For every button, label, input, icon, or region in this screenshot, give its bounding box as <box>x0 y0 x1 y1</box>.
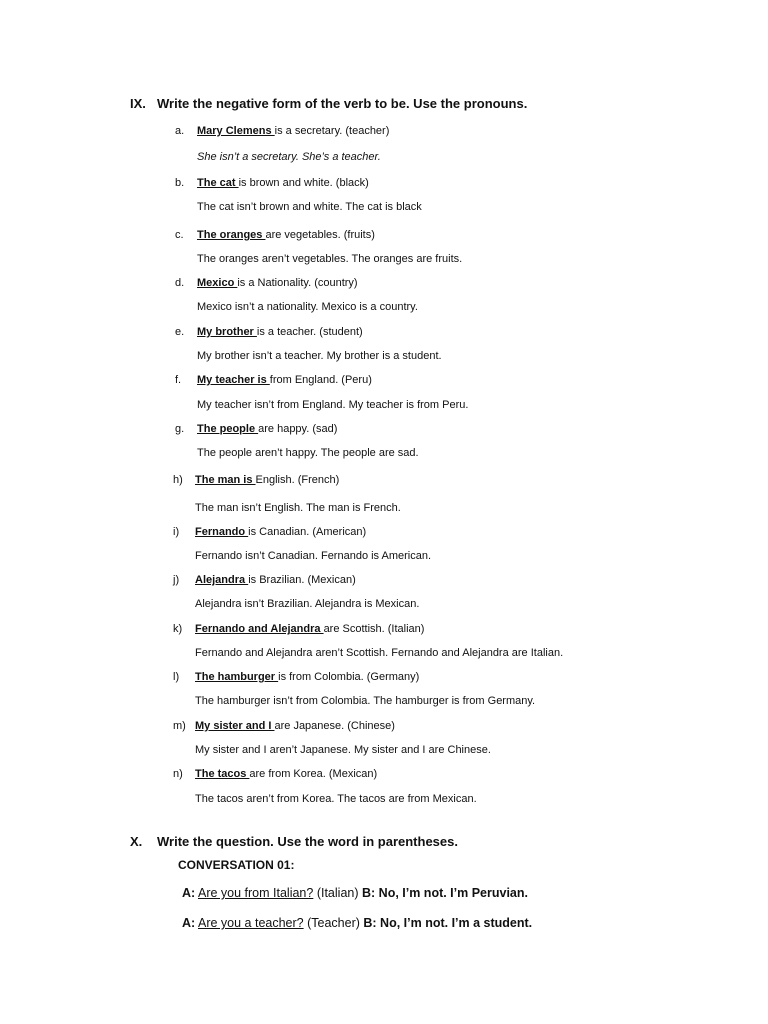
item-answer: The oranges aren’t vegetables. The oranges are fruits. <box>197 253 463 265</box>
item-subject: My sister and I <box>195 720 275 732</box>
item-marker: e. <box>175 326 185 338</box>
item-answer: She isn’t a secretary. She’s a teacher. <box>197 151 381 163</box>
item-subject: Alejandra <box>195 574 249 586</box>
item-answer: The man isn’t English. The man is French. <box>195 502 401 514</box>
item-marker: f. <box>175 374 182 386</box>
item-answer: Alejandra isn’t Brazilian. Alejandra is Mexican. <box>195 598 420 610</box>
item-answer: The cat isn’t brown and white. The cat is black <box>197 201 422 213</box>
list-item <box>173 768 377 780</box>
conversation-line <box>182 886 528 900</box>
list-item <box>175 326 363 338</box>
item-marker: h) <box>173 474 183 486</box>
item-subject: Fernando and Alejandra <box>195 623 324 635</box>
item-text: is from Colombia. (Germany) <box>278 671 420 683</box>
item-text: English. (French) <box>255 474 340 486</box>
item-marker: n) <box>173 768 183 780</box>
item-subject: The cat <box>197 177 239 189</box>
item-text: is a Nationality. (country) <box>237 277 358 289</box>
item-text: are Scottish. (Italian) <box>323 623 425 635</box>
item-marker: b. <box>175 177 185 189</box>
item-answer: Fernando and Alejandra aren’t Scottish. Fernando and Alejandra are Italian. <box>195 647 564 659</box>
speaker-a-label: A: <box>182 916 196 930</box>
question-hint: (Teacher) <box>307 916 360 930</box>
list-item <box>175 177 369 189</box>
item-subject: My teacher is <box>197 374 270 386</box>
item-answer: The people aren’t happy. The people are sad. <box>197 447 419 459</box>
item-text: is brown and white. (black) <box>238 177 369 189</box>
item-answer: The tacos aren’t from Korea. The tacos are from Mexican. <box>195 793 477 805</box>
section-ix-number: IX. <box>130 96 146 111</box>
list-item <box>173 720 395 732</box>
item-subject: My brother <box>197 326 257 338</box>
speaker-b-reply: B: No, I’m not. I’m a student. <box>363 916 533 930</box>
item-text: are vegetables. (fruits) <box>265 229 375 241</box>
list-item <box>175 423 337 435</box>
item-text: is a secretary. (teacher) <box>274 125 390 137</box>
item-text: is Canadian. (American) <box>248 526 367 538</box>
list-item <box>175 125 389 137</box>
item-answer: Fernando isn’t Canadian. Fernando is American. <box>195 550 432 562</box>
item-text: are happy. (sad) <box>258 423 338 435</box>
list-item <box>173 671 419 683</box>
list-item <box>173 574 356 586</box>
item-answer: My brother isn’t a teacher. My brother is a student. <box>197 350 442 362</box>
item-text: from England. (Peru) <box>269 374 372 386</box>
item-marker: k) <box>173 623 183 635</box>
speaker-b-reply: B: No, I’m not. I’m Peruvian. <box>362 886 528 900</box>
item-marker: m) <box>173 720 186 732</box>
item-subject: Mary Clemens <box>197 125 275 137</box>
item-answer: My sister and I aren’t Japanese. My sister and I are Chinese. <box>195 744 491 756</box>
item-text: are Japanese. (Chinese) <box>274 720 395 732</box>
item-text: is Brazilian. (Mexican) <box>248 574 356 586</box>
conversation-title: CONVERSATION 01: <box>178 858 295 872</box>
item-subject: The people <box>197 423 259 435</box>
question-text: Are you from Italian? <box>198 886 314 900</box>
item-subject: The man is <box>195 474 256 486</box>
item-subject: The tacos <box>195 768 250 780</box>
list-item <box>175 277 358 289</box>
item-subject: The hamburger <box>195 671 279 683</box>
list-item <box>173 474 339 486</box>
conversation-line <box>182 916 532 930</box>
item-marker: l) <box>173 671 180 683</box>
item-marker: j) <box>173 574 180 586</box>
question-text: Are you a teacher? <box>198 916 304 930</box>
speaker-a-label: A: <box>182 886 196 900</box>
item-subject: Fernando <box>195 526 249 538</box>
item-subject: Mexico <box>197 277 238 289</box>
item-text: is a teacher. (student) <box>256 326 363 338</box>
item-marker: a. <box>175 125 185 137</box>
item-answer: The hamburger isn’t from Colombia. The hamburger is from Germany. <box>195 695 536 707</box>
item-marker: g. <box>175 423 185 435</box>
item-text: are from Korea. (Mexican) <box>249 768 378 780</box>
section-x-title: Write the question. Use the word in parentheses. <box>157 834 458 849</box>
list-item <box>173 623 424 635</box>
list-item <box>175 229 375 241</box>
item-answer: My teacher isn’t from England. My teacher is from Peru. <box>197 399 469 411</box>
item-marker: c. <box>175 229 184 241</box>
list-item <box>175 374 372 386</box>
list-item <box>173 526 366 538</box>
question-hint: (Italian) <box>316 886 359 900</box>
section-x-number: X. <box>130 834 143 849</box>
item-subject: The oranges <box>197 229 266 241</box>
section-ix-title: Write the negative form of the verb to be. Use the pronouns. <box>157 96 528 111</box>
item-marker: i) <box>173 526 180 538</box>
item-answer: Mexico isn’t a nationality. Mexico is a country. <box>197 301 418 313</box>
item-marker: d. <box>175 277 185 289</box>
